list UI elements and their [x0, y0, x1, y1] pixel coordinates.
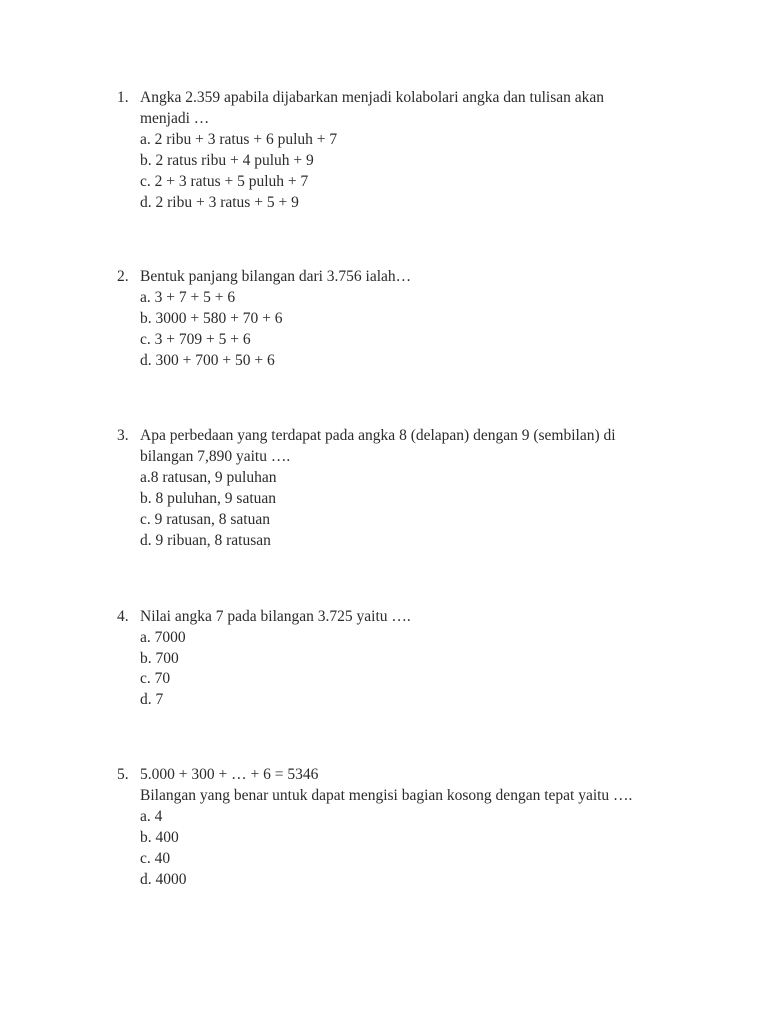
question-text-line: Nilai angka 7 pada bilangan 3.725 yaitu …. [140, 608, 411, 625]
question-text [140, 87, 680, 129]
option-a: a.8 ratusan, 9 puluhan [140, 469, 277, 486]
option-d: d. 4000 [140, 871, 187, 888]
option-a: a. 4 [140, 808, 163, 825]
question-number: 4. [117, 608, 129, 625]
question-text [140, 266, 680, 287]
question-text [140, 764, 680, 806]
option-a: a. 7000 [140, 629, 186, 646]
question-text-line: Apa perbedaan yang terdapat pada angka 8 (delapan) dengan 9 (sembilan) di [140, 427, 616, 444]
question-number: 3. [117, 427, 129, 444]
option-a: a. 3 + 7 + 5 + 6 [140, 289, 236, 306]
question-number: 5. [117, 766, 129, 783]
option-b: b. 700 [140, 650, 179, 667]
question-number: 1. [117, 89, 129, 106]
question-text-line: Bentuk panjang bilangan dari 3.756 ialah… [140, 268, 412, 285]
option-c: c. 3 + 709 + 5 + 6 [140, 331, 251, 348]
option-d: d. 9 ribuan, 8 ratusan [140, 532, 271, 549]
option-d: d. 300 + 700 + 50 + 6 [140, 352, 275, 369]
question-text-line: Angka 2.359 apabila dijabarkan menjadi kolabolari angka dan tulisan akan [140, 89, 604, 106]
option-c: c. 70 [140, 670, 171, 687]
question-text-line: 5.000 + 300 + … + 6 = 5346 [140, 766, 319, 783]
question-text-line: Bilangan yang benar untuk dapat mengisi bagian kosong dengan tepat yaitu …. [140, 787, 633, 804]
question-text [140, 606, 680, 627]
option-b: b. 2 ratus ribu + 4 puluh + 9 [140, 152, 314, 169]
option-c: c. 9 ratusan, 8 satuan [140, 511, 270, 528]
option-d: d. 7 [140, 691, 164, 708]
question-text-line: menjadi … [140, 110, 210, 127]
question-number: 2. [117, 268, 129, 285]
option-b: b. 8 puluhan, 9 satuan [140, 490, 277, 507]
option-c: c. 2 + 3 ratus + 5 puluh + 7 [140, 173, 309, 190]
option-b: b. 3000 + 580 + 70 + 6 [140, 310, 283, 327]
option-c: c. 40 [140, 850, 171, 867]
option-d: d. 2 ribu + 3 ratus + 5 + 9 [140, 194, 299, 211]
option-a: a. 2 ribu + 3 ratus + 6 puluh + 7 [140, 131, 338, 148]
question-text-line: bilangan 7,890 yaitu …. [140, 448, 291, 465]
option-b: b. 400 [140, 829, 179, 846]
question-text [140, 425, 680, 467]
